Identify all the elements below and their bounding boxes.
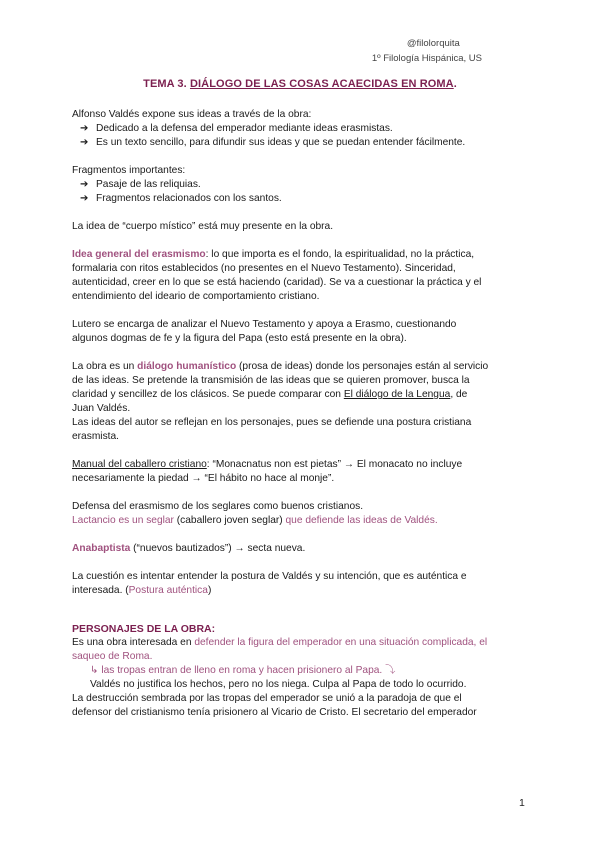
text-line: erasmista. <box>72 431 119 442</box>
text-line: Lutero se encarga de analizar el Nuevo Testamento y apoya a Erasmo, cuestionando <box>72 319 457 330</box>
arrow-bullet-icon: ➔ <box>80 193 89 204</box>
text-line: (“nuevos bautizados”) → secta nueva. <box>130 543 306 554</box>
text-line: formalaria con ritos establecidos (no presentes en el Nuevo Testamento). Sinceridad, <box>72 263 456 274</box>
text-line: , de <box>450 389 468 400</box>
list-item <box>72 192 542 206</box>
text-line: interesada. ( <box>72 585 129 596</box>
page-title <box>0 78 600 90</box>
title-prefix: TEMA 3. <box>143 78 190 90</box>
document-body <box>72 108 542 720</box>
text-line: Las ideas del autor se reflejan en los personajes, pues se defiende una postura cristiana <box>72 417 472 428</box>
paragraph-question <box>72 570 542 598</box>
arrow-bullet-icon: ➔ <box>80 137 89 148</box>
list-item <box>72 178 542 192</box>
section-characters <box>72 622 542 720</box>
list-item-text: Es un texto sencillo, para difundir sus ideas y que se puedan entender fácilmente. <box>96 137 466 148</box>
paragraph-mystic-body: La idea de “cuerpo místico” está muy presente en la obra. <box>72 221 334 232</box>
text-line: ) <box>207 585 212 596</box>
paragraph-defense <box>72 500 542 528</box>
text-line: entendimiento del ideario de comportamiento cristiano. <box>72 291 320 302</box>
text-line: Es una obra interesada en <box>72 637 195 648</box>
text-line: : “Monacnatus non est pietas” → El monacato no incluye <box>206 459 463 470</box>
text-line: autenticidad, creer en lo que se está haciendo (caridad). Se va a cuestionar la práctica y el <box>72 277 482 288</box>
list-item <box>72 136 542 150</box>
highlight-text: Postura auténtica <box>128 585 208 596</box>
text-line: (caballero joven seglar) <box>173 515 286 526</box>
author-handle: @filolorquita <box>406 38 460 49</box>
list-item-text: Fragmentos relacionados con los santos. <box>96 193 282 204</box>
text-line: : lo que importa es el fondo, la espiritualidad, no la práctica, <box>205 249 475 260</box>
arrow-bullet-icon: ➔ <box>80 123 89 134</box>
text-line: Valdés no justifica los hechos, pero no los niega. Culpa al Papa de todo lo ocurrido. <box>90 679 467 690</box>
text-line: La obra es un <box>72 361 138 372</box>
text-line: Defensa del erasmismo de los seglares como buenos cristianos. <box>72 501 364 512</box>
list-item-text: Pasaje de las reliquias. <box>96 179 201 190</box>
text-line: Juan Valdés. <box>72 403 131 414</box>
paragraph-dialogue <box>72 360 542 444</box>
highlight-text: defender la figura del emperador en una situación complicada, el <box>194 637 488 648</box>
list-item-text: Dedicado a la defensa del emperador mediante ideas erasmistas. <box>96 123 393 134</box>
term-erasmism: Idea general del erasmismo <box>72 249 206 260</box>
text-line: claridad y sencillez de los clásicos. Se puede comparar con <box>72 389 344 400</box>
text-line: La cuestión es intentar entender la postura de Valdés y su intención, que es auténtica e <box>72 571 467 582</box>
text-line: La destrucción sembrada por las tropas del emperador se unió a la paradoja de que el <box>72 693 462 704</box>
text-line: defensor del cristianismo tenía prisionero al Vicario de Cristo. El secretario del emperador <box>72 707 477 718</box>
text-line: algunos dogmas de fe y la figura del Papa (esto está presente en la obra). <box>72 333 407 344</box>
term-dialogue: diálogo humanístico <box>137 361 237 372</box>
highlight-text: ↳ las tropas entran de lleno en roma y hacen prisionero al Papa. ⤵ <box>90 665 396 676</box>
paragraph-fragments: Fragmentos importantes: <box>72 165 186 176</box>
text-line: necesariamente la piedad → “El hábito no hace al monje”. <box>72 473 335 484</box>
highlight-text: Lactancio es un seglar <box>72 515 174 526</box>
paragraph-lutero <box>72 318 542 346</box>
work-title: Manual del caballero cristiano <box>72 459 207 470</box>
page-header <box>372 36 482 66</box>
text-line: de las ideas. Se pretende la transmisión de las ideas que se quieren promover, busca la <box>72 375 470 386</box>
list-item <box>72 122 542 136</box>
course-label: 1º Filología Hispánica, US <box>371 53 482 64</box>
paragraph-anabaptist <box>72 542 542 556</box>
page-number: 1 <box>519 797 525 809</box>
paragraph-intro: Alfonso Valdés expone sus ideas a través de la obra: <box>72 109 312 120</box>
paragraph-manual <box>72 458 542 486</box>
paragraph-erasmism <box>72 248 542 304</box>
section-heading: PERSONAJES DE LA OBRA: <box>72 623 216 635</box>
highlight-text: que defiende las ideas de Valdés. <box>285 515 438 526</box>
title-main: DIÁLOGO DE LAS COSAS ACAECIDAS EN ROMA <box>189 78 454 90</box>
term-anabaptist: Anabaptista <box>72 543 131 554</box>
work-title: El diálogo de la Lengua <box>343 389 451 400</box>
highlight-text: saqueo de Roma. <box>72 651 153 662</box>
arrow-bullet-icon: ➔ <box>80 179 89 190</box>
text-line: (prosa de ideas) donde los personajes están al servicio <box>236 361 489 372</box>
title-suffix: . <box>453 78 457 90</box>
